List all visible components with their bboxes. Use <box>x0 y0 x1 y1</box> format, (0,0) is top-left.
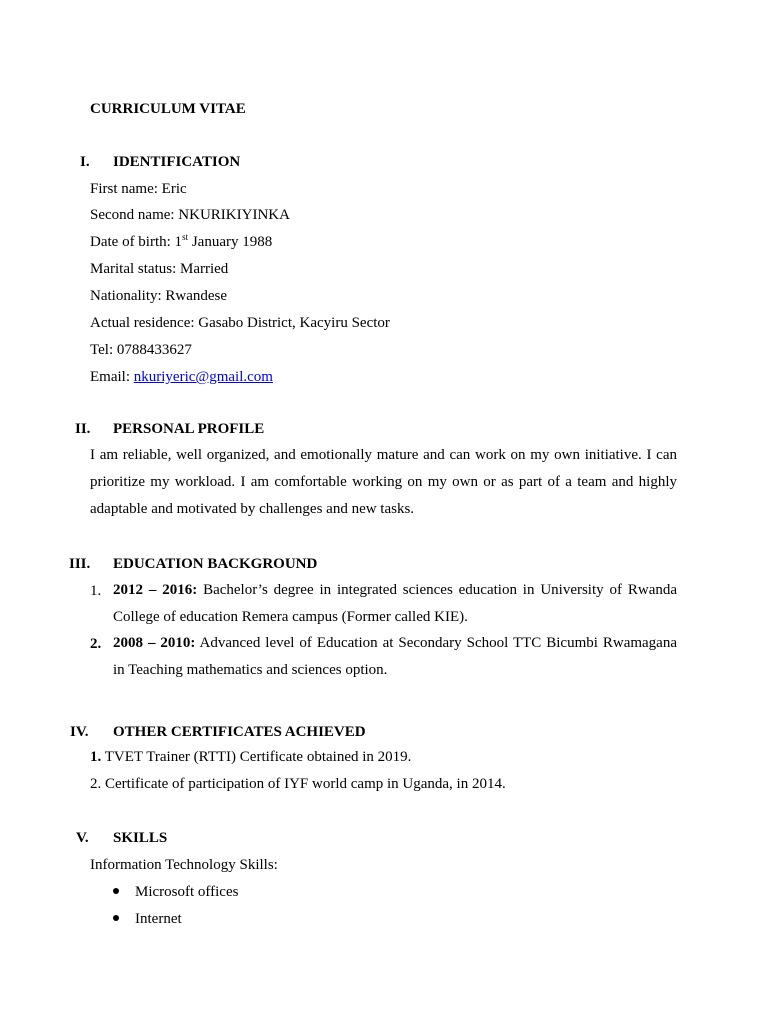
bullet-icon <box>113 888 119 894</box>
dob-suffix: January 1988 <box>188 234 273 250</box>
bullet-icon <box>113 915 119 921</box>
section-heading-skills: SKILLS <box>113 830 168 846</box>
email-link[interactable]: nkuriyeric@gmail.com <box>133 369 273 385</box>
nationality: Nationality: Rwandese <box>90 288 228 304</box>
marital-status: Marital status: Married <box>90 261 229 277</box>
document-title: CURRICULUM VITAE <box>90 101 246 117</box>
certificate-item-number: 1. <box>90 749 102 765</box>
certificate-item <box>90 749 411 766</box>
email-label: Email: <box>90 369 134 385</box>
section-heading-education: EDUCATION BACKGROUND <box>113 556 318 572</box>
section-heading-profile: PERSONAL PROFILE <box>113 421 265 437</box>
residence: Actual residence: Gasabo District, Kacyiru Sector <box>90 315 390 331</box>
section-numeral-profile: II. <box>75 421 91 437</box>
second-name: Second name: NKURIKIYINKA <box>90 207 290 223</box>
section-heading-certificates: OTHER CERTIFICATES ACHIEVED <box>113 724 366 740</box>
section-numeral-certificates: IV. <box>70 724 89 740</box>
education-item <box>113 577 677 631</box>
date-of-birth <box>90 234 272 251</box>
skill-item: Internet <box>135 911 182 927</box>
first-name: First name: Eric <box>90 181 187 197</box>
skill-item: Microsoft offices <box>135 884 239 900</box>
education-item-text: Bachelor’s degree in integrated sciences education in University of Rwanda College of education Remera campus (Former called KIE). <box>113 582 678 625</box>
skills-intro: Information Technology Skills: <box>90 857 278 873</box>
education-item-text: Advanced level of Education at Secondary School TTC Bicumbi Rwamagana in Teaching mathematics and sciences option. <box>113 635 677 678</box>
section-numeral-education: III. <box>69 556 91 572</box>
dob-prefix: Date of birth: 1 <box>90 234 183 250</box>
education-item-years: 2012 – 2016: <box>113 582 198 598</box>
telephone: Tel: 0788433627 <box>90 342 192 358</box>
education-item <box>113 630 677 684</box>
section-heading-identification: IDENTIFICATION <box>113 154 241 170</box>
section-numeral-identification: I. <box>80 154 90 170</box>
email-line <box>90 369 273 386</box>
certificate-item-text: TVET Trainer (RTTI) Certificate obtained in 2019. <box>101 749 412 765</box>
profile-paragraph: I am reliable, well organized, and emotionally mature and can work on my own initiative. I can prioritize my workload. I am comfortable working on my own or as part of a team and highly adaptable and motivated by challenges and new tasks. <box>90 447 677 517</box>
section-numeral-skills: V. <box>76 830 89 846</box>
education-item-number: 1. <box>90 583 102 599</box>
certificate-item-text: Certificate of participation of IYF world camp in Uganda, in 2014. <box>101 776 506 792</box>
certificate-item <box>90 776 506 793</box>
certificate-item-number: 2. <box>90 776 102 792</box>
dob-superscript: st <box>182 232 189 242</box>
education-item-number: 2. <box>90 636 102 652</box>
education-item-years: 2008 – 2010: <box>113 635 196 651</box>
